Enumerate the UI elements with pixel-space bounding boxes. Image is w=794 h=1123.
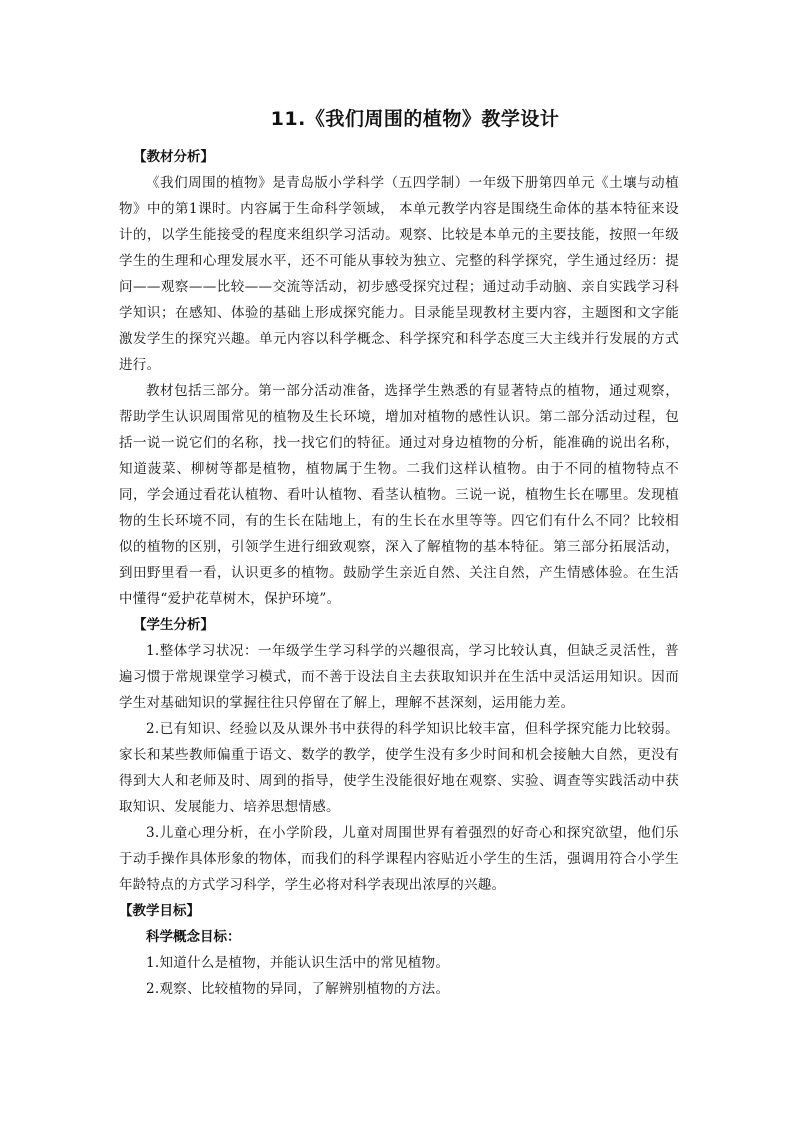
textbook-paragraph: 《我们周围的植物》是青岛版小学科学（五四学制）一年级下册第四单元《土壤与动植物》中的第1课时。内容属于生命科学领域， 本单元教学内容是围绕生命体的基本特征来设计的，以学生能接受的程度来组织学习活动。观察、比较是本单元的主要技能，按照一年级学生的生理和心理发展水平，还不可能从事较为独立、完整的科学探究，学生通过经历：提问——观察——比较——交流等活动，初步感受探究过程；通过动手动脑、亲自实践学习科学知识；在感知、体验的基础上形成探究能力。目录能呈现教材主要内容，主题图和文字能激发学生的探究兴趣。单元内容以科学概念、科学探究和科学态度三大主线并行发展的方式进行。 (119, 175, 679, 373)
students-paragraph: 1.整体学习状况：一年级学生学习科学的兴趣很高，学习比较认真，但缺乏灵活性，普遍习惯于常规课堂学习模式，而不善于设法自主去获取知识并在生活中灵活运用知识。因而学生对基础知识的掌握往往只停留在了解上，理解不甚深刻，运用能力差。 (119, 643, 679, 711)
students-paragraph: 3.儿童心理分析，在小学阶段，儿童对周围世界有着强烈的好奇心和探究欲望，他们乐于动手操作具体形象的物体，而我们的科学课程内容贴近小学生的生活，强调用符合小学生年龄特点的方式学习科学，学生必将对科学表现出浓厚的兴趣。 (119, 825, 679, 893)
goals-subheading: 科学概念目标： (146, 929, 241, 945)
section-heading-textbook: 【教材分析】 (133, 149, 214, 165)
goal-item: 1.知道什么是植物，并能认识生活中的常见植物。 (146, 955, 450, 971)
students-paragraph: 2.已有知识、经验以及从课外书中获得的科学知识比较丰富，但科学探究能力比较弱。家长和某些教师偏重于语文、数学的教学，使学生没有多少时间和机会接触大自然，更没有得到大人和老师及时、周到的指导，使学生没能很好地在观察、实验、调查等实践活动中获取知识、发展能力、培养思想情感。 (119, 721, 679, 815)
textbook-paragraph: 教材包括三部分。第一部分活动准备，选择学生熟悉的有显著特点的植物，通过观察，帮助学生认识周围常见的植物及生长环境，增加对植物的感性认识。第二部分活动过程，包括一说一说它们的名称，找一找它们的特征。通过对身边植物的分析，能准确的说出名称，知道菠菜、柳树等都是植物，植物属于生物。二我们这样认植物。由于不同的植物特点不同，学会通过看花认植物、看叶认植物、看茎认植物。三说一说，植物生长在哪里。发现植物的生长环境不同，有的生长在陆地上，有的生长在水里等等。四它们有什么不同？比较相似的植物的区别，引领学生进行细致观察，深入了解植物的基本特征。第三部分拓展活动，到田野里看一看，认识更多的植物。鼓励学生亲近自然、关注自然，产生情感体验。在生活中懂得“爱护花草树木，保护环境”。 (119, 383, 679, 607)
section-heading-goals: 【教学目标】 (119, 903, 200, 919)
section-heading-students: 【学生分析】 (133, 617, 214, 633)
document-title: 11.《我们周围的植物》教学设计 (270, 108, 560, 130)
goal-item: 2.观察、比较植物的异同，了解辨别植物的方法。 (146, 981, 450, 997)
document-body (119, 144, 679, 1002)
